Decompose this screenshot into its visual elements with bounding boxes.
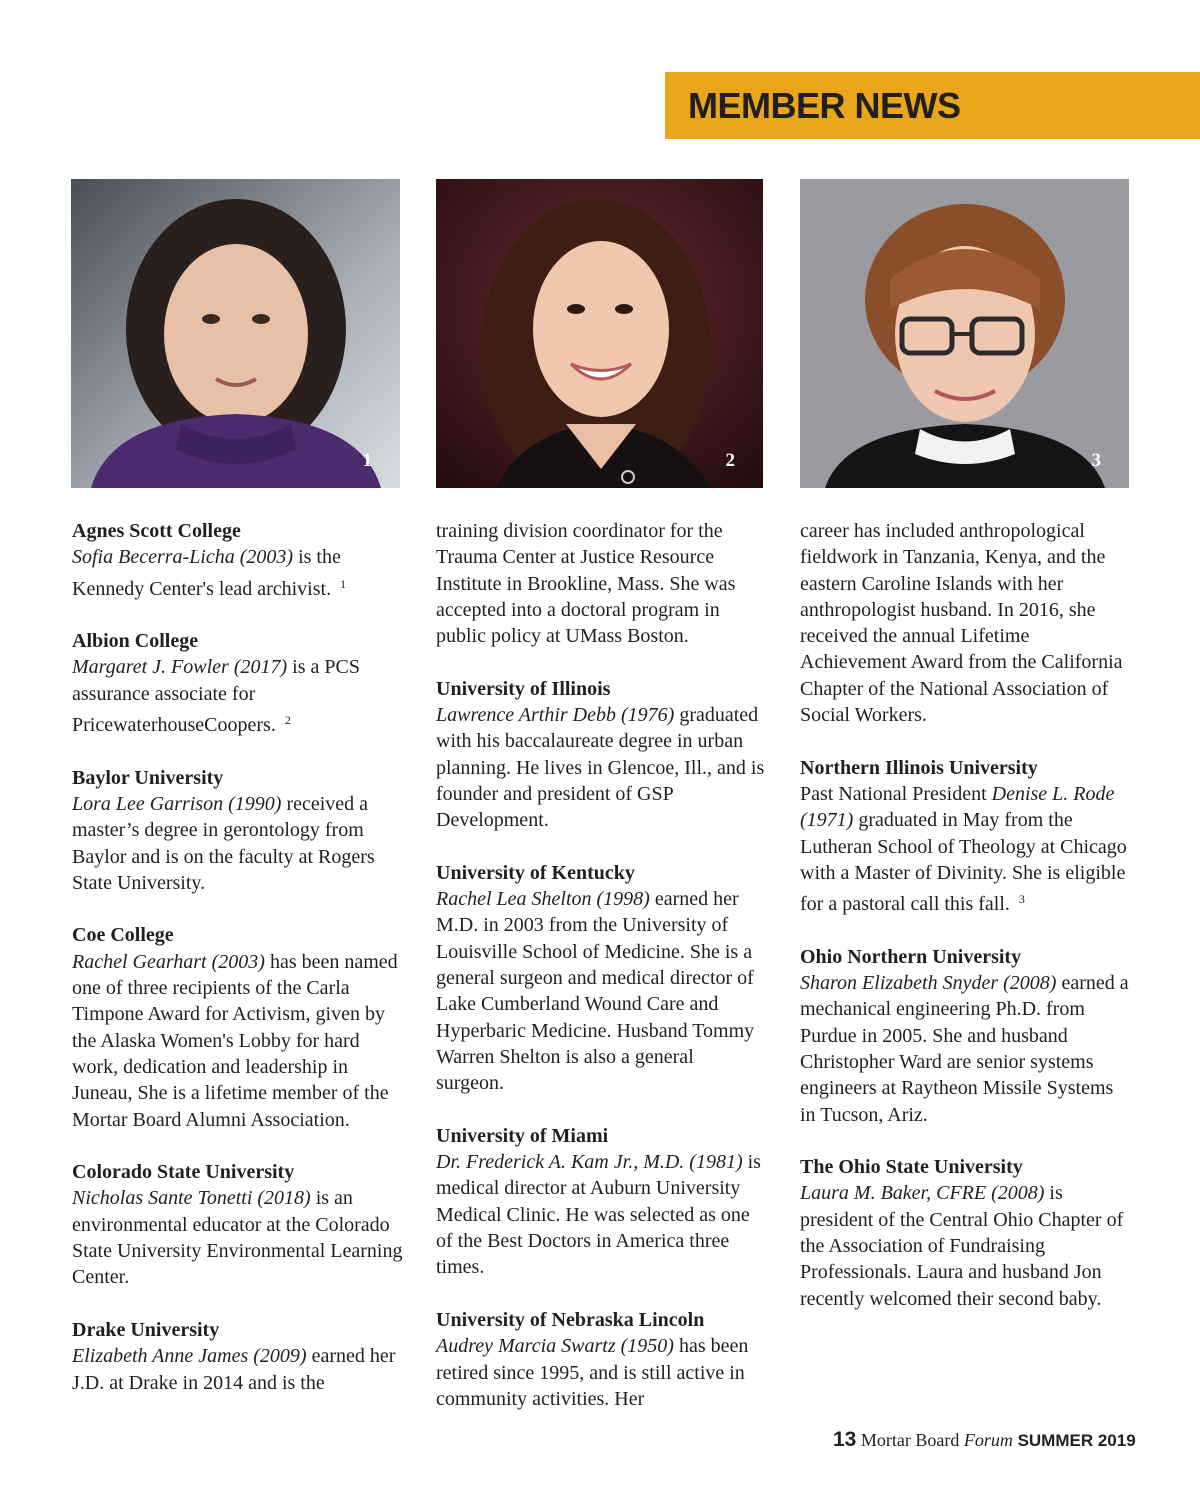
school-name: Drake University bbox=[72, 1318, 220, 1341]
entry-body: is an environmental educator at the Colorado State University Environmental Learning Center. bbox=[72, 1187, 403, 1289]
member-name: Sharon Elizabeth Snyder (2008) bbox=[800, 972, 1057, 995]
entry-body: graduated in May from the Lutheran School of Theology at Chicago with a Master of Divinity. She is eligible for a pastoral call this fall. bbox=[800, 809, 1127, 916]
school-name: University of Miami bbox=[436, 1124, 609, 1147]
news-entry bbox=[800, 944, 1132, 1128]
publication-name: Mortar Board bbox=[856, 1430, 964, 1450]
photo-2 bbox=[436, 179, 763, 488]
entry-body: is medical director at Auburn University Medical Clinic. He was selected as one of the Best Doctors in America three times. bbox=[436, 1151, 761, 1279]
photo-number: 3 bbox=[1091, 450, 1101, 471]
page-title: MEMBER NEWS bbox=[688, 85, 961, 126]
issue-label: SUMMER 2019 bbox=[1012, 1431, 1136, 1450]
entry-body: is the Kennedy Center's lead archivist. bbox=[72, 546, 341, 600]
school-name: The Ohio State University bbox=[800, 1156, 1023, 1179]
member-news-banner bbox=[665, 72, 1200, 139]
entry-text: career has included anthropological fieldwork in Tanzania, Kenya, and the eastern Caroline Islands with her anthropologist husband. In 2016, she received the annual Lifetime Achievement Award from the California Chapter of the National Association of Social Workers. bbox=[800, 520, 1123, 727]
member-name: Margaret J. Fowler (2017) bbox=[72, 656, 288, 679]
member-name: Elizabeth Anne James (2009) bbox=[72, 1345, 307, 1368]
footnote-marker: 3 bbox=[1018, 892, 1025, 907]
news-column-1 bbox=[72, 518, 408, 1422]
school-name: Agnes Scott College bbox=[72, 520, 241, 542]
news-entry bbox=[72, 628, 408, 738]
portrait-photo-woman-glasses-clerical-collar-icon bbox=[800, 179, 1129, 488]
publication-name-italic: Forum bbox=[963, 1430, 1013, 1450]
news-entry bbox=[436, 860, 766, 1097]
entry-text bbox=[72, 654, 408, 738]
news-entry bbox=[72, 518, 408, 602]
news-entry bbox=[436, 1307, 766, 1412]
entry-body: earned her J.D. at Drake in 2014 and is the bbox=[72, 1345, 396, 1394]
member-name: Rachel Lea Shelton (1998) bbox=[436, 888, 650, 911]
school-name: Colorado State University bbox=[72, 1161, 295, 1184]
entry-text bbox=[72, 1343, 408, 1396]
entry-text bbox=[800, 781, 1132, 917]
news-column-3 bbox=[800, 518, 1132, 1338]
news-entry bbox=[72, 765, 408, 896]
entry-body: is a PCS assurance associate for PricewaterhouseCoopers. bbox=[72, 656, 360, 737]
entry-text bbox=[800, 1180, 1132, 1311]
photo-1 bbox=[71, 179, 400, 488]
entry-body: earned her M.D. in 2003 from the University of Louisville School of Medicine. She is a general surgeon and medical director of Lake Cumberland Wound Care and Hyperbaric Medicine. Husband Tommy Warren Shelton is also a general surgeon. bbox=[436, 888, 755, 1095]
member-name: Rachel Gearhart (2003) bbox=[72, 950, 265, 973]
page-number: 13 bbox=[833, 1428, 857, 1451]
news-entry-continued bbox=[800, 518, 1132, 728]
entry-text bbox=[72, 1185, 408, 1290]
footnote-marker: 2 bbox=[284, 713, 291, 728]
portrait-photo-woman-purple-sweater-icon bbox=[71, 179, 400, 488]
school-name: University of Nebraska Lincoln bbox=[436, 1308, 705, 1331]
photo-number: 2 bbox=[725, 450, 735, 471]
page-footer bbox=[833, 1428, 1136, 1453]
school-name: Albion College bbox=[72, 630, 199, 653]
school-name: Baylor University bbox=[72, 766, 224, 789]
entry-text bbox=[72, 791, 408, 896]
member-name: Dr. Frederick A. Kam Jr., M.D. (1981) bbox=[436, 1151, 743, 1174]
news-entry bbox=[800, 1154, 1132, 1312]
school-name: University of Illinois bbox=[436, 677, 611, 700]
entry-text bbox=[436, 1149, 766, 1280]
entry-prefix: Past National President bbox=[800, 782, 992, 805]
news-entry-continued bbox=[436, 518, 766, 649]
member-name: Lawrence Arthir Debb (1976) bbox=[436, 704, 675, 727]
school-name: Coe College bbox=[72, 924, 174, 947]
entry-body: has been retired since 1995, and is still active in community activities. Her bbox=[436, 1335, 749, 1410]
entry-text bbox=[72, 949, 408, 1133]
news-entry bbox=[800, 755, 1132, 918]
news-entry bbox=[436, 1123, 766, 1281]
news-entry bbox=[72, 1317, 408, 1396]
member-name: Lora Lee Garrison (1990) bbox=[72, 792, 282, 815]
photo-number: 1 bbox=[362, 450, 372, 471]
entry-text bbox=[800, 970, 1132, 1128]
entry-text bbox=[436, 886, 766, 1096]
school-name: University of Kentucky bbox=[436, 861, 635, 884]
portrait-photo-young-woman-smiling-icon bbox=[436, 179, 763, 488]
entry-text bbox=[436, 1333, 766, 1412]
entry-body: earned a mechanical engineering Ph.D. from Purdue in 2005. She and husband Christopher Ward are senior systems engineers at Raytheon Missile Systems in Tucson, Ariz. bbox=[800, 972, 1129, 1126]
entry-text: training division coordinator for the Trauma Center at Justice Resource Institute in Brookline, Mass. She was accepted into a doctoral program in public policy at UMass Boston. bbox=[436, 520, 736, 648]
entry-body: is president of the Central Ohio Chapter of the Association of Fundraising Professionals. Laura and husband Jon recently welcomed their second baby. bbox=[800, 1182, 1124, 1310]
news-entry bbox=[72, 1159, 408, 1290]
school-name: Ohio Northern University bbox=[800, 945, 1022, 968]
entry-body: graduated with his baccalaureate degree in urban planning. He lives in Glencoe, Ill., and is founder and president of GSP Development. bbox=[436, 704, 765, 832]
news-entry bbox=[436, 676, 766, 834]
news-column-2 bbox=[436, 518, 766, 1438]
news-entry bbox=[72, 922, 408, 1132]
member-name: Audrey Marcia Swartz (1950) bbox=[436, 1335, 674, 1358]
school-name: Northern Illinois University bbox=[800, 756, 1038, 779]
entry-text bbox=[72, 544, 408, 602]
member-name: Laura M. Baker, CFRE (2008) bbox=[800, 1182, 1045, 1205]
member-name: Nicholas Sante Tonetti (2018) bbox=[72, 1187, 311, 1210]
entry-body: has been named one of three recipients of the Carla Timpone Award for Activism, given by the Alaska Women's Lobby for hard work, dedication and leadership in Juneau, She is a lifetime member of the Mortar Board Alumni Association. bbox=[72, 950, 398, 1131]
entry-body: received a master’s degree in gerontology from Baylor and is on the faculty at Rogers State University. bbox=[72, 792, 375, 894]
member-name: Sofia Becerra-Licha (2003) bbox=[72, 546, 294, 569]
photo-3 bbox=[800, 179, 1129, 488]
entry-text bbox=[436, 702, 766, 833]
member-name: Denise L. Rode (1971) bbox=[800, 782, 1115, 832]
footnote-marker: 1 bbox=[340, 576, 347, 591]
